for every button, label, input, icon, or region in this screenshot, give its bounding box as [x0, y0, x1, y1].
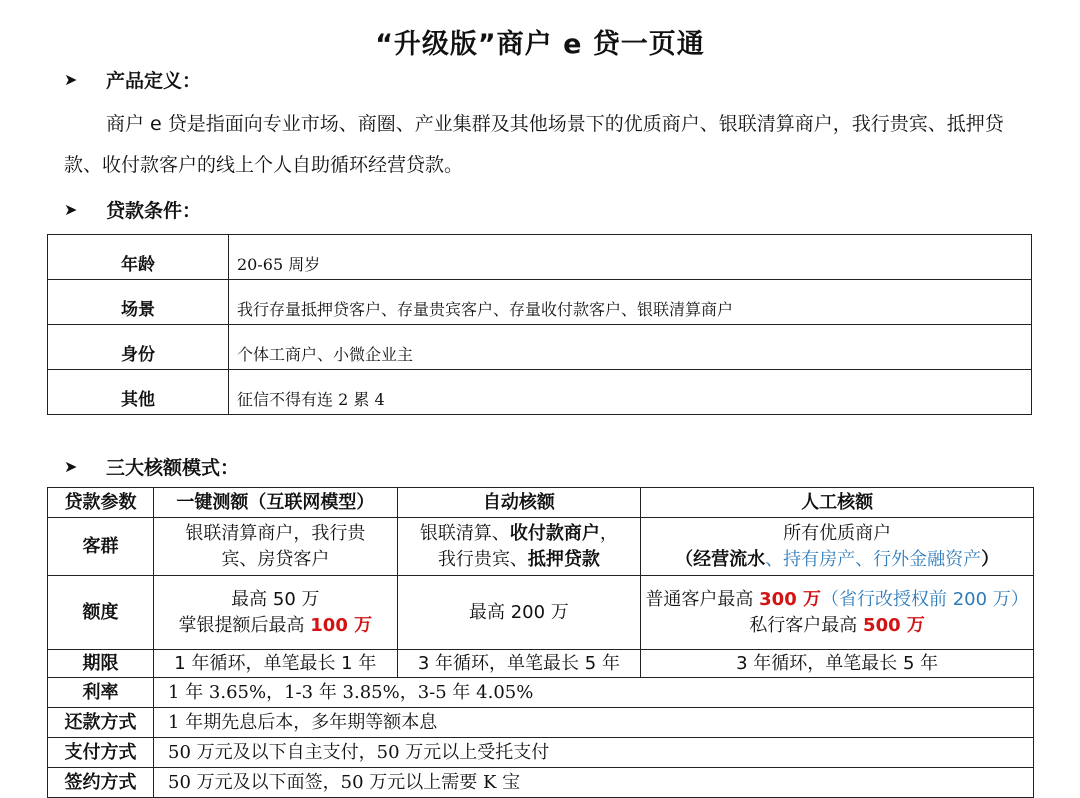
arrow-right-icon: ➤ — [64, 457, 78, 476]
cell-line — [645, 547, 1029, 573]
section-modes-label: 三大核额模式： — [106, 457, 240, 479]
modes-table — [47, 487, 1034, 798]
table-row — [48, 325, 1032, 370]
cell-text: 掌银提额后最高 — [178, 614, 311, 636]
term-mode3: 3 年循环，单笔最长 5 年 — [641, 650, 1034, 678]
table-row — [48, 738, 1034, 768]
condition-value: 我行存量抵押贷客户、存量贵宾客户、存量收付款客户、银联清算商户 — [229, 280, 1032, 325]
cell-line: 银联清算商户，我行贵 — [185, 522, 366, 544]
cell-text: （ — [675, 548, 694, 570]
limit-mode2: 最高 200 万 — [397, 576, 641, 650]
customer-mode2 — [397, 518, 641, 576]
cell-line: 所有优质商户 — [783, 522, 892, 544]
section-modes — [64, 453, 239, 480]
section-conditions — [64, 196, 201, 223]
cell-line: 最高 50 万 — [231, 588, 320, 610]
row-label-term: 期限 — [48, 650, 154, 678]
row-label-customer: 客群 — [48, 518, 154, 576]
cell-text: 银联清算、 — [419, 522, 510, 544]
row-label-limit: 额度 — [48, 576, 154, 650]
table-row — [48, 370, 1032, 415]
section-definition — [64, 66, 201, 93]
arrow-right-icon: ➤ — [64, 70, 78, 89]
cell-text: ） — [981, 548, 1000, 570]
table-row — [48, 650, 1034, 678]
header-mode1: 一键测额（互联网模型） — [154, 488, 398, 518]
table-row — [48, 235, 1032, 280]
cell-line — [402, 521, 637, 547]
section-definition-label: 产品定义： — [106, 70, 202, 92]
customer-mode3 — [641, 518, 1034, 576]
cell-line — [158, 613, 393, 639]
cell-text-bold: 抵押贷款 — [527, 548, 600, 570]
header-mode2: 自动核额 — [397, 488, 641, 518]
cell-text: 我行贵宾、 — [437, 548, 528, 570]
cell-text-red: 300 万 — [759, 588, 821, 610]
table-row — [48, 280, 1032, 325]
table-row — [48, 678, 1034, 708]
page-title: “升级版”商户 e 贷一页通 — [375, 29, 705, 60]
conditions-table — [47, 234, 1032, 415]
cell-text: ， — [599, 522, 618, 544]
cell-line — [645, 587, 1029, 613]
cell-text-bold: 收付款商户 — [509, 522, 600, 544]
cell-text: 普通客户最高 — [645, 588, 760, 610]
section-conditions-label: 贷款条件： — [106, 200, 202, 222]
condition-value: 20-65 周岁 — [229, 235, 1032, 280]
cell-line — [645, 613, 1029, 639]
cell-text: 私行客户最高 — [749, 614, 864, 636]
rate-value: 1 年 3.65%，1-3 年 3.85%，3-5 年 4.05% — [154, 678, 1034, 708]
customer-mode1 — [154, 518, 398, 576]
table-row — [48, 708, 1034, 738]
cell-text-blue: 、 — [765, 548, 784, 570]
cell-text-bold: 经营流水 — [693, 548, 766, 570]
row-label-repay: 还款方式 — [48, 708, 154, 738]
row-label-sign: 签约方式 — [48, 768, 154, 798]
cell-line — [402, 547, 637, 573]
arrow-right-icon: ➤ — [64, 200, 78, 219]
sign-value: 50 万元及以下面签，50 万元以上需要 K 宝 — [154, 768, 1034, 798]
row-label-rate: 利率 — [48, 678, 154, 708]
condition-value: 征信不得有连 2 累 4 — [229, 370, 1032, 415]
table-row — [48, 768, 1034, 798]
table-row — [48, 518, 1034, 576]
row-label-pay: 支付方式 — [48, 738, 154, 768]
cell-text-blue: 、 — [855, 548, 874, 570]
table-row — [48, 576, 1034, 650]
cell-text-red: 500 万 — [863, 614, 925, 636]
cell-text-blue: 持有房产 — [783, 548, 856, 570]
header-param: 贷款参数 — [48, 488, 154, 518]
cell-text-blue: 行外金融资产 — [873, 548, 982, 570]
definition-text: 商户 e 贷是指面向专业市场、商圈、产业集群及其他场景下的优质商户、银联清算商户，我行贵宾、抵押贷款、收付款客户的线上个人自助循环经营贷款。 — [64, 113, 1004, 176]
cell-text-red: 100 万 — [310, 614, 373, 636]
pay-value: 50 万元及以下自主支付，50 万元以上受托支付 — [154, 738, 1034, 768]
definition-paragraph — [64, 104, 1014, 186]
cell-text-blue: （省行改授权前 200 万） — [820, 588, 1029, 610]
table-row — [48, 488, 1034, 518]
term-mode1: 1 年循环，单笔最长 1 年 — [154, 650, 398, 678]
condition-value: 个体工商户、小微企业主 — [229, 325, 1032, 370]
cell-line: 宾、房贷客户 — [221, 548, 330, 570]
condition-key: 身份 — [48, 325, 229, 370]
limit-mode3 — [641, 576, 1034, 650]
limit-mode1 — [154, 576, 398, 650]
condition-key: 场景 — [48, 280, 229, 325]
condition-key: 其他 — [48, 370, 229, 415]
term-mode2: 3 年循环，单笔最长 5 年 — [397, 650, 641, 678]
header-mode3: 人工核额 — [641, 488, 1034, 518]
condition-key: 年龄 — [48, 235, 229, 280]
repay-value: 1 年期先息后本，多年期等额本息 — [154, 708, 1034, 738]
